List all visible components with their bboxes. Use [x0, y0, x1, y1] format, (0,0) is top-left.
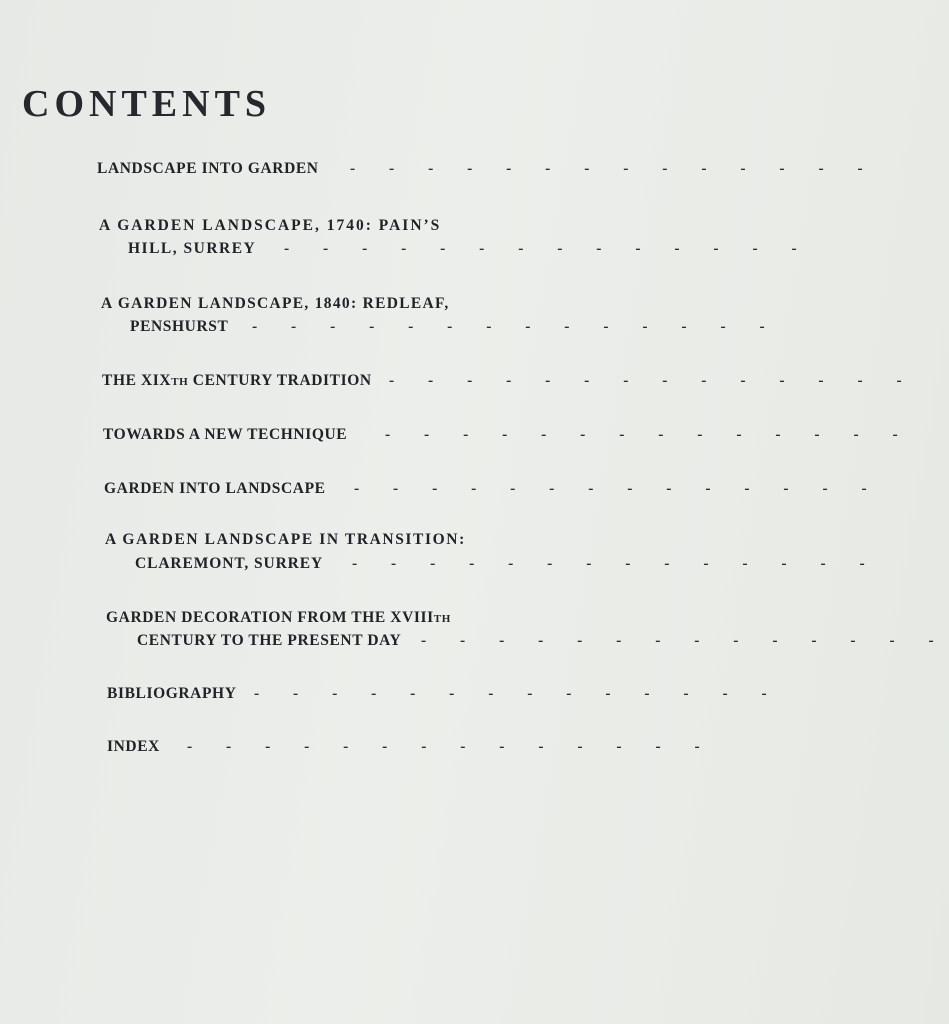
ordinal-suffix: TH — [433, 613, 451, 625]
toc-entry-title: A GARDEN LANDSCAPE, 1740: PAIN’S — [99, 217, 442, 234]
toc-entry-title: TOWARDS A NEW TECHNIQUE — [103, 426, 348, 443]
dot-leader: - - - - - - - - - - - - - - — [252, 318, 780, 335]
toc-entry-title: LANDSCAPE INTO GARDEN — [97, 160, 319, 177]
toc-entry-title — [102, 371, 372, 392]
dot-leader: - - - - - - - - - - - - - - — [187, 738, 715, 755]
ordinal-suffix: TH — [171, 376, 189, 388]
title-part: CENTURY TRADITION — [188, 372, 372, 389]
toc-entry-title: A GARDEN LANDSCAPE, 1840: REDLEAF, — [101, 295, 450, 312]
page-title: CONTENTS — [22, 83, 272, 125]
dot-leader: - - - - - - - - - - - - - - — [354, 480, 882, 497]
title-part: GARDEN DECORATION FROM THE XVIII — [106, 609, 434, 626]
toc-entry-title-cont: CENTURY TO THE PRESENT DAY — [137, 632, 402, 649]
toc-entry-title — [106, 608, 451, 629]
toc-entry-title-cont: CLAREMONT, SURREY — [135, 555, 324, 572]
dot-leader: - - - - - - - - - - - - - - — [350, 160, 878, 177]
dot-leader: - - - - - - - - - - - - - - — [352, 555, 880, 572]
dot-leader: - - - - - - - - - - - - - - — [421, 632, 949, 649]
dot-leader: - - - - - - - - - - - - - - — [385, 426, 913, 443]
toc-entry-title-cont: HILL, SURREY — [128, 240, 257, 257]
toc-entry-title-cont: PENSHURST — [130, 318, 229, 335]
dot-leader: - - - - - - - - - - - - - - — [254, 685, 782, 702]
title-part: THE XIX — [102, 372, 172, 389]
dot-leader: - - - - - - - - - - - - - - — [389, 372, 917, 389]
toc-entry-title: INDEX — [107, 738, 160, 755]
toc-entry-title: A GARDEN LANDSCAPE IN TRANSITION: — [105, 531, 466, 548]
toc-entry-title: BIBLIOGRAPHY — [107, 685, 237, 702]
dot-leader: - - - - - - - - - - - - - - — [284, 240, 812, 257]
toc-entry-title: GARDEN INTO LANDSCAPE — [104, 480, 326, 497]
